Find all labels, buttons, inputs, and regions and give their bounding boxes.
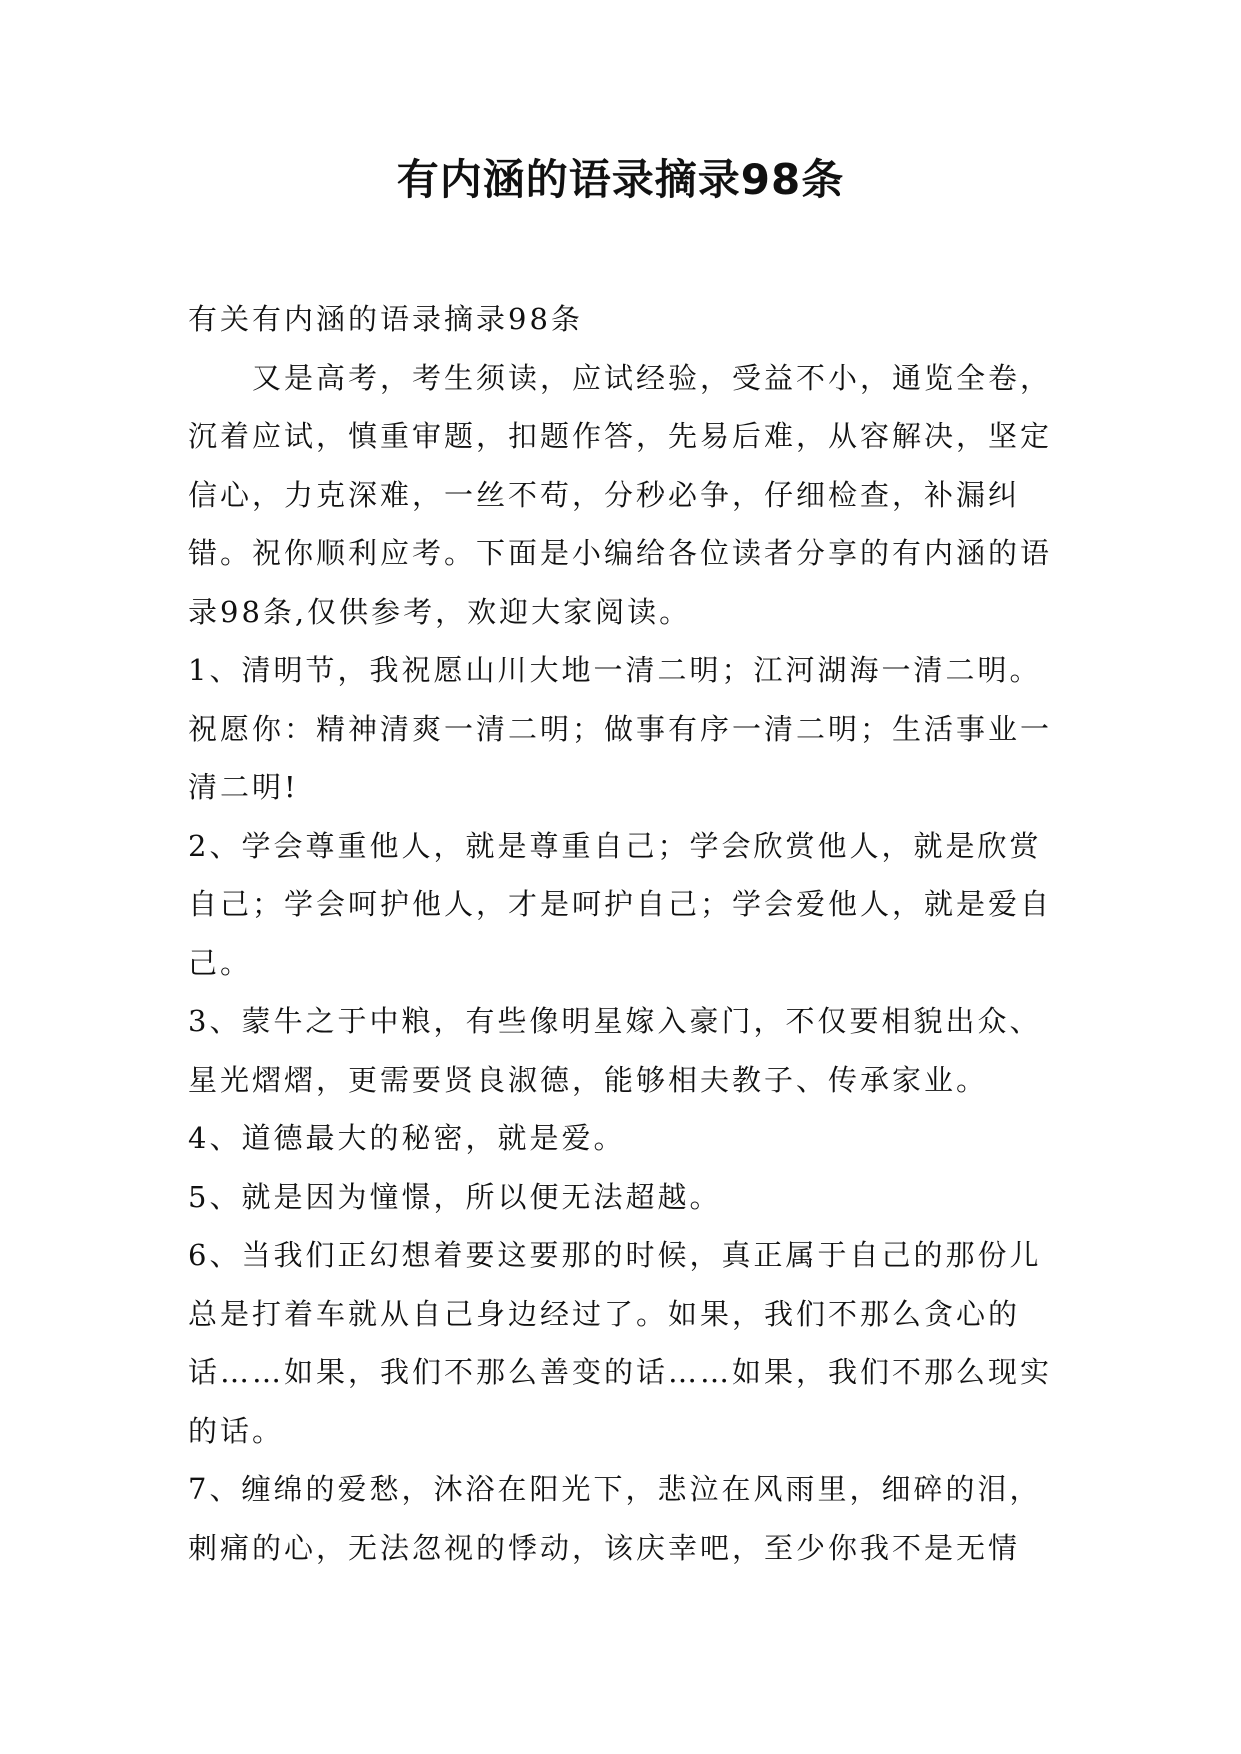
- list-item: 5、就是因为憧憬，所以便无法超越。: [188, 1179, 722, 1214]
- list-item: 7、缠绵的爱愁，沐浴在阳光下，悲泣在风雨里，细碎的泪，刺痛的心，无法忽视的悸动，该庆幸吧，至少你我不是无情: [188, 1472, 1042, 1565]
- page-title: 有内涵的语录摘录98条: [396, 155, 845, 204]
- list-item: 6、当我们正幻想着要这要那的时候，真正属于自己的那份儿总是打着车就从自己身边经过了。如果，我们不那么贪心的话……如果，我们不那么善变的话……如果，我们不那么现实的话。: [188, 1238, 1053, 1448]
- list-item: 4、道德最大的秘密，就是爱。: [188, 1121, 626, 1155]
- intro-paragraph: 又是高考，考生须读，应试经验，受益不小，通览全卷，沉着应试，慎重审题，扣题作答，先易后难，从容解决，坚定信心，力克深难，一丝不苟，分秒必争，仔细检查，补漏纠错。祝你顺利应考。下面是小编给各位读者分享的有内涵的语录98条,仅供参考，欢迎大家阅读。: [188, 360, 1053, 629]
- list-item: 1、清明节，我祝愿山川大地一清二明；江河湖海一清二明。祝愿你：精神清爽一清二明；做事有序一清二明；生活事业一清二明!: [188, 653, 1053, 804]
- list-item: 2、学会尊重他人，就是尊重自己；学会欣赏他人，就是欣赏自己；学会呵护他人，才是呵护自己；学会爱他人，就是爱自己。: [188, 828, 1053, 980]
- list-item: 3、蒙牛之于中粮，有些像明星嫁入豪门，不仅要相貌出众、星光熠熠，更需要贤良淑德，能够相夫教子、传承家业。: [188, 1004, 1042, 1097]
- document-body: [188, 290, 1058, 1577]
- document-subtitle: 有关有内涵的语录摘录98条: [188, 302, 583, 336]
